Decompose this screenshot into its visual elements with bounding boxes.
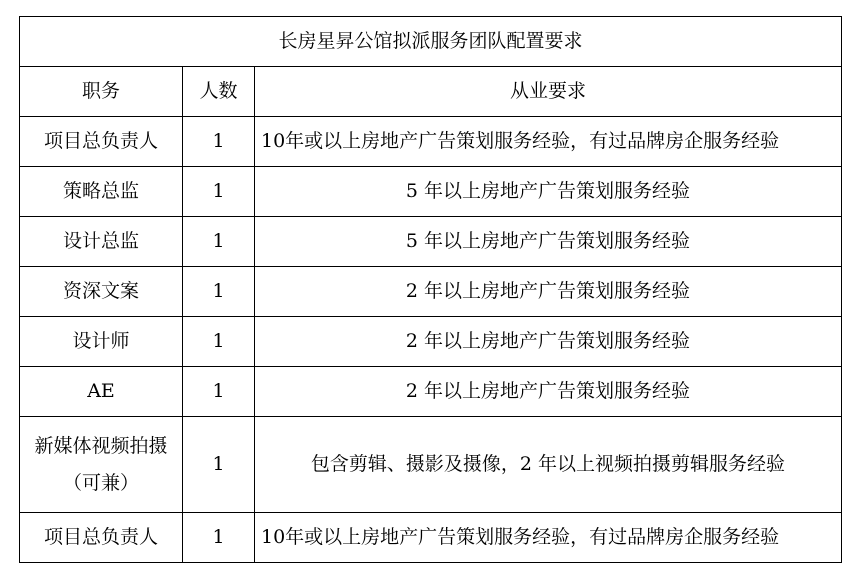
cell-count: 1: [183, 167, 255, 217]
cell-requirement: 2 年以上房地产广告策划服务经验: [255, 267, 842, 317]
cell-role: 新媒体视频拍摄（可兼）: [20, 417, 183, 513]
table-row: [20, 117, 842, 167]
cell-role: AE: [20, 367, 183, 417]
cell-requirement: 10年或以上房地产广告策划服务经验，有过品牌房企服务经验: [255, 513, 842, 563]
cell-role: 项目总负责人: [20, 513, 183, 563]
table-row: [20, 317, 842, 367]
header-count: 人数: [183, 67, 255, 117]
table-row: [20, 367, 842, 417]
cell-requirement: 2 年以上房地产广告策划服务经验: [255, 317, 842, 367]
cell-role: 策略总监: [20, 167, 183, 217]
table-header-row: [20, 67, 842, 117]
cell-count: 1: [183, 217, 255, 267]
cell-count: 1: [183, 317, 255, 367]
table-row: [20, 167, 842, 217]
table-row: [20, 513, 842, 563]
table-row: [20, 417, 842, 513]
header-requirement: 从业要求: [255, 67, 842, 117]
staffing-table: [19, 16, 842, 563]
cell-requirement: 10年或以上房地产广告策划服务经验，有过品牌房企服务经验: [255, 117, 842, 167]
cell-count: 1: [183, 117, 255, 167]
cell-count: 1: [183, 417, 255, 513]
table-title-row: [20, 17, 842, 67]
cell-requirement: 5 年以上房地产广告策划服务经验: [255, 217, 842, 267]
cell-requirement: 2 年以上房地产广告策划服务经验: [255, 367, 842, 417]
table-title: 长房星昇公馆拟派服务团队配置要求: [20, 17, 842, 67]
cell-role: 资深文案: [20, 267, 183, 317]
header-role: 职务: [20, 67, 183, 117]
table-row: [20, 217, 842, 267]
table-row: [20, 267, 842, 317]
cell-count: 1: [183, 367, 255, 417]
cell-count: 1: [183, 513, 255, 563]
cell-count: 1: [183, 267, 255, 317]
cell-role: 项目总负责人: [20, 117, 183, 167]
cell-requirement: 包含剪辑、摄影及摄像，2 年以上视频拍摄剪辑服务经验: [255, 417, 842, 513]
cell-role: 设计总监: [20, 217, 183, 267]
cell-requirement: 5 年以上房地产广告策划服务经验: [255, 167, 842, 217]
cell-role: 设计师: [20, 317, 183, 367]
